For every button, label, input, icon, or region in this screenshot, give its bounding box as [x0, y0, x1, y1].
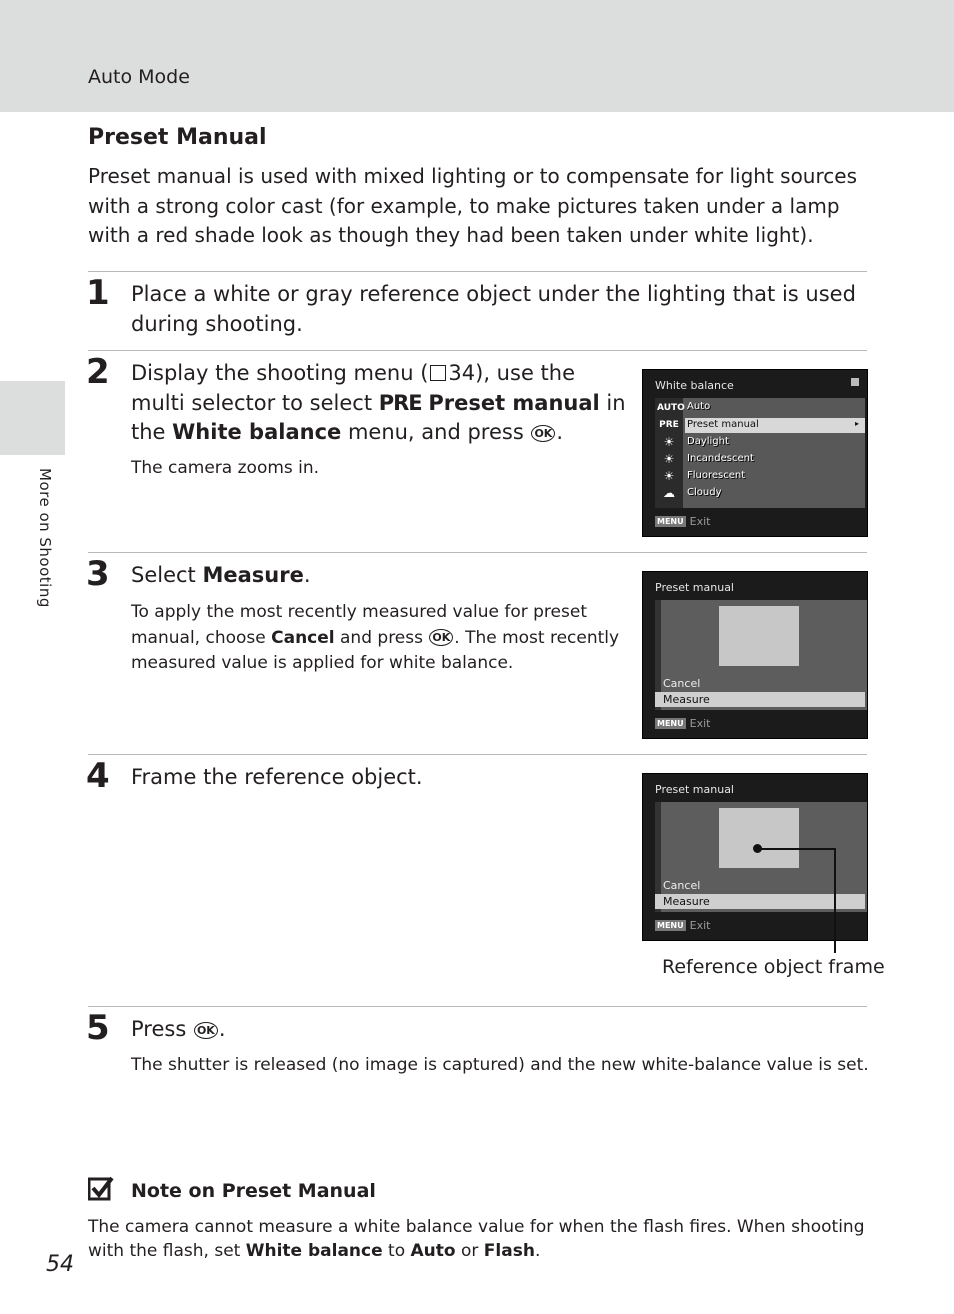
step-text: Place a white or gray reference object under the lighting that is used during shooting. — [131, 282, 856, 336]
chapter-header: Auto Mode — [88, 66, 190, 88]
step-text: Select Measure. — [131, 563, 311, 587]
step-number: 1 — [86, 273, 110, 313]
cancel-option: Cancel — [663, 677, 701, 690]
measure-option: Measure — [663, 895, 710, 908]
menu-item-selected: Preset manual — [687, 419, 759, 430]
callout-line — [834, 849, 836, 953]
measure-option: Measure — [663, 693, 710, 706]
preset-icon: PRE — [659, 420, 679, 430]
ok-button-icon: OK — [429, 629, 453, 646]
side-tab — [0, 381, 65, 455]
daylight-icon: ☀ — [663, 435, 675, 449]
battery-icon — [851, 378, 859, 386]
reference-frame — [719, 606, 799, 666]
screen-footer: MENU Exit — [657, 717, 711, 730]
step-subtext: The shutter is released (no image is captured) and the new white-balance value is set. — [131, 1055, 869, 1075]
callout-line — [758, 848, 836, 850]
divider — [88, 271, 867, 272]
reference-frame — [719, 808, 799, 868]
callout-dot — [753, 844, 762, 853]
menu-button-icon: MENU — [657, 921, 684, 930]
screen-title: Preset manual — [655, 581, 734, 594]
menu-item: Cloudy — [687, 487, 722, 498]
ok-button-icon: OK — [531, 425, 555, 442]
menu-button-icon: MENU — [657, 517, 684, 526]
step-number: 3 — [86, 554, 110, 594]
divider — [88, 350, 867, 351]
step-subtext: The camera zooms in. — [131, 458, 320, 478]
preset-manual-icon: PRE — [378, 390, 422, 415]
step-number: 4 — [86, 756, 110, 796]
section-title: Preset Manual — [88, 125, 267, 150]
screen-title: Preset manual — [655, 783, 734, 796]
arrow-right-icon: ▸ — [855, 419, 860, 428]
step-text: Display the shooting menu ( 34), use the multi selector to select PRE Preset manual in the White balance menu, and press OK . — [131, 361, 626, 444]
step-number: 2 — [86, 352, 110, 392]
page-number: 54 — [46, 1252, 74, 1277]
divider — [88, 754, 867, 755]
divider — [88, 552, 867, 553]
screen-title: White balance — [655, 379, 734, 392]
menu-item: Incandescent — [687, 453, 754, 464]
preset-manual-panel — [655, 600, 867, 710]
step-text: Press OK . — [131, 1017, 226, 1041]
screen-footer: MENU Exit — [657, 515, 711, 528]
fluorescent-icon: ☀ — [663, 469, 675, 483]
incandescent-icon: ☀ — [663, 452, 675, 466]
menu-item: Daylight — [687, 436, 729, 447]
checkmark-note-icon — [88, 1176, 114, 1202]
white-balance-screen — [642, 369, 868, 537]
side-tab-label: More on Shooting — [36, 468, 54, 608]
cloudy-icon: ☁ — [663, 486, 675, 500]
menu-item: Fluorescent — [687, 470, 746, 481]
ok-button-icon: OK — [194, 1022, 218, 1039]
step-subtext: To apply the most recently measured value for preset manual, choose Cancel and press OK . The most recently measured value is applied for white balance. — [131, 602, 620, 673]
note-text: The camera cannot measure a white balance value for when the flash fires. When shooting with the flash, set White balance to Auto or Flash. — [88, 1217, 865, 1261]
section-intro: Preset manual is used with mixed lighting or to compensate for light sources with a strong color cast (for example, to make pictures taken under a lamp with a red shade look as though they had been taken under white light). — [88, 164, 857, 247]
preset-manual-screen — [642, 571, 868, 739]
note-title: Note on Preset Manual — [131, 1180, 376, 1202]
step-text: Frame the reference object. — [131, 765, 423, 789]
header-band — [0, 0, 954, 112]
book-icon — [430, 365, 446, 381]
divider — [88, 1006, 867, 1007]
menu-item: Auto — [687, 401, 711, 412]
cancel-option: Cancel — [663, 879, 701, 892]
white-balance-menu — [655, 398, 865, 508]
menu-icon-column — [655, 398, 683, 508]
step-number: 5 — [86, 1008, 110, 1048]
menu-button-icon: MENU — [657, 719, 684, 728]
screen-footer: MENU Exit — [657, 919, 711, 932]
callout-label: Reference object frame — [662, 956, 885, 978]
auto-icon: AUTO — [657, 403, 685, 413]
